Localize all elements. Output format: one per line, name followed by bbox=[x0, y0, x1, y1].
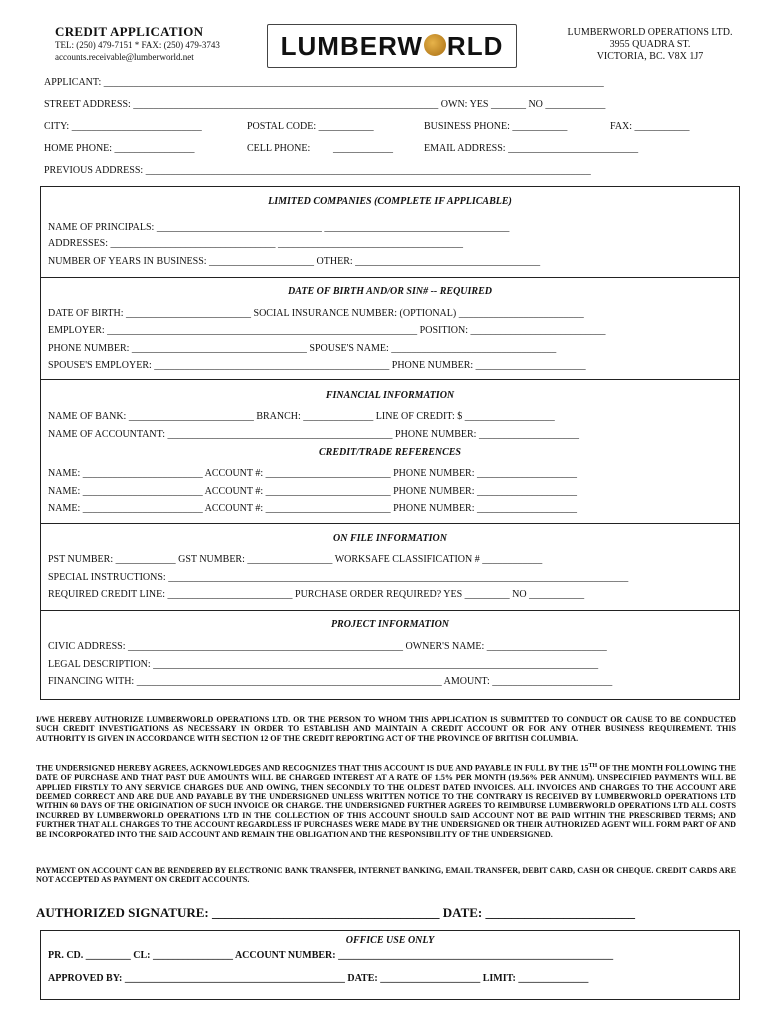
terms-text-a: THE UNDERSIGNED HEREBY AGREES, ACKNOWLEDGES AND RECOGNIZES THAT THIS ACCOUNT IS DUE AND PAYABLE IN FULL BY THE 15 bbox=[36, 763, 589, 773]
years-in-business-field[interactable]: NUMBER OF YEARS IN BUSINESS: _____________________ OTHER: _____________________________________ bbox=[48, 256, 541, 267]
section-divider bbox=[41, 523, 739, 524]
cell-phone-field[interactable]: ____________ bbox=[333, 143, 393, 154]
trade-ref-row[interactable]: NAME: ________________________ ACCOUNT #: _________________________ PHONE NUMBER: ____________________ bbox=[48, 468, 577, 479]
business-phone-field[interactable]: BUSINESS PHONE: ___________ bbox=[424, 121, 568, 132]
terms-paragraph bbox=[36, 762, 736, 839]
financing-field[interactable]: FINANCING WITH: _____________________________________________________________ AMOUNT: ________________________ bbox=[48, 676, 613, 687]
authorized-signature-field[interactable]: AUTHORIZED SIGNATURE: ___________________________________ DATE: _______________________ bbox=[36, 905, 635, 920]
terms-superscript: TH bbox=[588, 763, 598, 769]
form-title: CREDIT APPLICATION bbox=[55, 24, 204, 39]
dob-field[interactable]: DATE OF BIRTH: _________________________ SOCIAL INSURANCE NUMBER: (OPTIONAL) _________________________ bbox=[48, 308, 584, 319]
company-name: LUMBERWORLD OPERATIONS LTD. bbox=[567, 27, 733, 38]
authorization-paragraph: I/WE HEREBY AUTHORIZE LUMBERWORLD OPERATIONS LTD. OR THE PERSON TO WHOM THIS APPLICATION IS SUBMITTED TO CONDUCT OR CAUSE TO BE CONDUCTED SUCH CREDIT INVESTIGATIONS AS NECESSARY IN ORDER TO ESTABLISH AND MAINTAIN A CREDIT ACCOUNT OR FOR ANY OTHER BUSINESS REQUIREMENT. THIS AUTHORITY IS GIVEN IN ACCORDANCE WITH SECTION 12 OF THE CREDIT REPORTING ACT OF THE PROVINCE OF BRITISH COLUMBIA. bbox=[36, 715, 736, 743]
office-row-2[interactable]: APPROVED BY: ____________________________________________ DATE: ____________________ LIMIT: ______________ bbox=[48, 973, 589, 984]
project-title: PROJECT INFORMATION bbox=[330, 619, 450, 630]
globe-icon bbox=[424, 34, 446, 56]
postal-code-field[interactable]: POSTAL CODE: ___________ bbox=[247, 121, 374, 132]
office-use-box bbox=[40, 930, 740, 1000]
on-file-title: ON FILE INFORMATION bbox=[333, 533, 447, 544]
principals-field[interactable]: NAME OF PRINCIPALS: _________________________________ _____________________________________ bbox=[48, 222, 510, 233]
pst-gst-field[interactable]: PST NUMBER: ____________ GST NUMBER: _________________ WORKSAFE CLASSIFICATION # ____________ bbox=[48, 554, 543, 565]
company-city: VICTORIA, BC. V8X 1J7 bbox=[596, 51, 704, 62]
section-divider bbox=[41, 610, 739, 611]
section-divider bbox=[41, 277, 739, 278]
dob-section-title: DATE OF BIRTH AND/OR SIN# -- REQUIRED bbox=[288, 286, 492, 297]
civic-address-field[interactable]: CIVIC ADDRESS: _______________________________________________________ OWNER'S NAME: ________________________ bbox=[48, 641, 607, 652]
spouse-employer-field[interactable]: SPOUSE'S EMPLOYER: _______________________________________________ PHONE NUMBER: ______________________ bbox=[48, 360, 586, 371]
email-address-field[interactable]: EMAIL ADDRESS: __________________________ bbox=[424, 143, 639, 154]
financial-title: FINANCIAL INFORMATION bbox=[325, 390, 455, 401]
logo-text-left: LUMBERW bbox=[280, 30, 423, 61]
office-use-title: OFFICE USE ONLY bbox=[345, 935, 435, 946]
street-address-field[interactable]: STREET ADDRESS: _____________________________________________________________ OWN: YES _______ NO ____________ bbox=[44, 99, 606, 110]
addresses-field[interactable]: ADDRESSES: _________________________________ _____________________________________ bbox=[48, 238, 464, 249]
phone-number-field[interactable]: PHONE NUMBER: ___________________________________ SPOUSE'S NAME: _________________________________ bbox=[48, 343, 557, 354]
cell-phone-label: CELL PHONE: bbox=[247, 143, 311, 154]
special-instructions-field[interactable]: SPECIAL INSTRUCTIONS: ____________________________________________________________________________________________ bbox=[48, 572, 629, 583]
payment-paragraph: PAYMENT ON ACCOUNT CAN BE RENDERED BY ELECTRONIC BANK TRANSFER, INTERNET BANKING, EMAIL TRANSFER, DEBIT CARD, CASH OR CHEQUE. CREDIT CARDS ARE NOT ACCEPTED AS PAYMENT ON CREDIT ACCOUNTS. bbox=[36, 866, 736, 885]
legal-description-field[interactable]: LEGAL DESCRIPTION: _________________________________________________________________________________________ bbox=[48, 659, 599, 670]
applicant-details-box bbox=[40, 186, 740, 700]
bank-field[interactable]: NAME OF BANK: _________________________ BRANCH: ______________ LINE OF CREDIT: $ __________________ bbox=[48, 411, 555, 422]
contact-line: TEL: (250) 479-7151 * FAX: (250) 479-3743 bbox=[55, 40, 220, 50]
employer-field[interactable]: EMPLOYER: ______________________________________________________________ POSITION: ___________________________ bbox=[48, 325, 606, 336]
section-divider bbox=[41, 379, 739, 380]
fax-field[interactable]: FAX: ___________ bbox=[610, 121, 690, 132]
trade-ref-row[interactable]: NAME: ________________________ ACCOUNT #: _________________________ PHONE NUMBER: ____________________ bbox=[48, 503, 577, 514]
city-field[interactable]: CITY: __________________________ bbox=[44, 121, 202, 132]
email-address: accounts.receivable@lumberworld.net bbox=[55, 52, 194, 62]
trade-ref-row[interactable]: NAME: ________________________ ACCOUNT #: _________________________ PHONE NUMBER: ____________________ bbox=[48, 486, 577, 497]
logo-text-right: RLD bbox=[446, 30, 504, 61]
lumberworld-logo bbox=[267, 24, 517, 68]
company-street: 3955 QUADRA ST. bbox=[609, 39, 691, 50]
company-address bbox=[535, 27, 765, 63]
applicant-field[interactable]: APPLICANT: ____________________________________________________________________________________________________ bbox=[44, 77, 604, 88]
accountant-field[interactable]: NAME OF ACCOUNTANT: _____________________________________________ PHONE NUMBER: ____________________ bbox=[48, 429, 579, 440]
terms-text-b: OF THE MONTH FOLLOWING THE DATE OF PURCHASE AND THAT PAST DUE AMOUNTS WILL BE CHARGED INTEREST AT A RATE OF 1.5% PER MONTH (19.56% PER ANNUM). UNSPECIFIED PAYMENTS WILL BE APPLIED FIRSTLY TO ANY SERVICE CHARGES DUE AND OWING, THEN SECONDLY TO THE OLDEST DATED INVOICES. ALL INVOICES AND CHARGES TO THE ACCOUNT ARE DEEMED CORRECT AND ARE DUE AND PAYABLE BY THE UNDERSIGNED UNLESS WRITTEN NOTICE TO THE CONTRARY IS RECEIVED BY LUMBERWORLD OPERATIONS LTD WITHIN 60 DAYS OF THE ORIGINATION OF SUCH INVOICE OR CHARGE. THE UNDERSIGNED FURTHER AGREES TO REIMBURSE LUMBERWORLD OPERATIONS LTD ALL COSTS INCURRED BY LUMBERWORLD OPERATIONS LTD IN THE COLLECTION OF THIS ACCOUNT SHOULD SAID ACCOUNT NOT BE PAID WITHIN THE PRESCRIBED TERMS; AND FURTHER THAT ALL CHARGES TO THE ACCOUNT REGARDLESS IF PURCHASES WERE MADE BY THE UNDERSIGNED OR THEIR AUTHORIZED AGENT WILL FORM PART OF AND BE INCORPORATED INTO THE SAID ACCOUNT AND REMAIN THE OBLIGATION AND THE RESPONSIBILITY OF THE UNDERSIGNED. bbox=[36, 763, 737, 839]
home-phone-field[interactable]: HOME PHONE: ________________ bbox=[44, 143, 195, 154]
office-row-1[interactable]: PR. CD. _________ CL: ________________ ACCOUNT NUMBER: _______________________________________________________ bbox=[48, 950, 614, 961]
previous-address-field[interactable]: PREVIOUS ADDRESS: _________________________________________________________________________________________ bbox=[44, 165, 591, 176]
credit-line-field[interactable]: REQUIRED CREDIT LINE: _________________________ PURCHASE ORDER REQUIRED? YES _________ NO ___________ bbox=[48, 589, 585, 600]
trade-refs-title: CREDIT/TRADE REFERENCES bbox=[319, 447, 461, 458]
limited-companies-title: LIMITED COMPANIES (COMPLETE IF APPLICABLE) bbox=[268, 196, 512, 207]
